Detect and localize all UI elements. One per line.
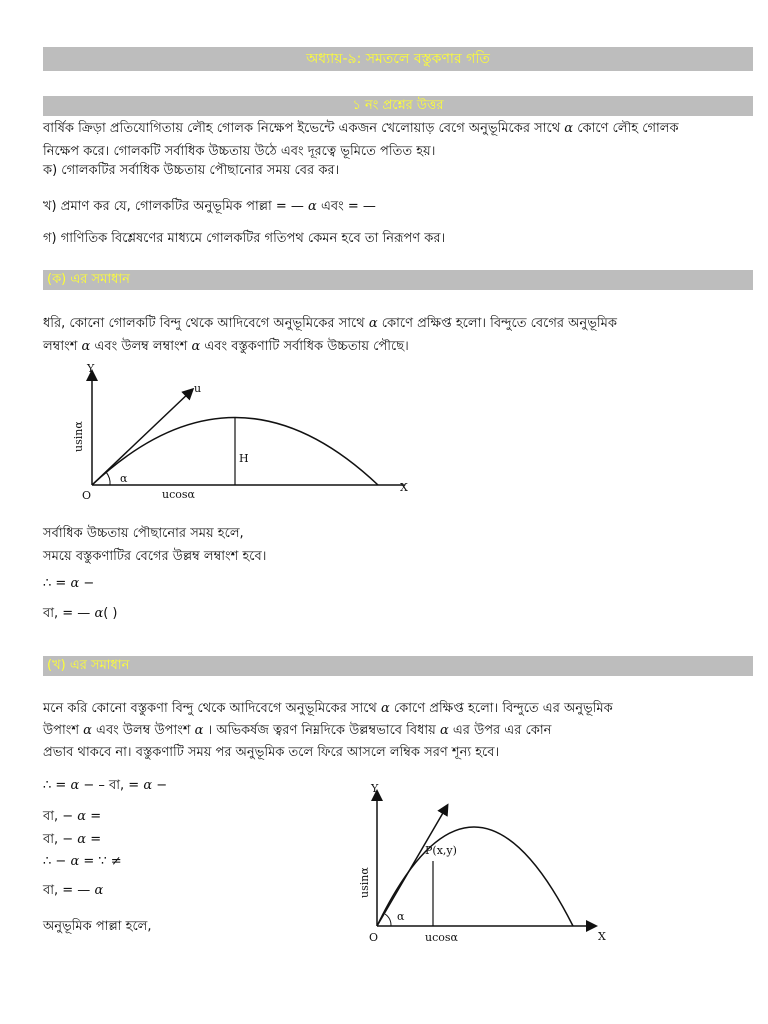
stem-line <box>43 198 376 216</box>
sol-kh-eq <box>43 808 101 826</box>
alpha-symbol: α <box>308 199 317 214</box>
alpha-symbol: α <box>77 809 87 824</box>
sol-kh-eq <box>43 777 167 795</box>
vertical-component-label: usinα <box>72 421 85 452</box>
stem-line <box>43 143 435 161</box>
y-axis-label: Y <box>371 782 379 795</box>
q1-header-bar <box>43 96 753 116</box>
alpha-symbol: α <box>191 339 201 354</box>
alpha-symbol: α <box>81 339 91 354</box>
text-segment: = <box>86 809 102 824</box>
alpha-symbol: α <box>368 316 378 331</box>
sol-k-header-bar <box>43 270 753 290</box>
stem-line <box>43 120 679 138</box>
angle-arc <box>385 914 391 926</box>
origin-label: O <box>82 489 92 502</box>
point-label: P(x,y) <box>425 844 457 857</box>
sol-kh-line <box>43 722 551 740</box>
vertical-component-label: usinα <box>358 867 371 898</box>
sol-kh-eq <box>43 882 103 900</box>
alpha-symbol: α <box>94 606 104 621</box>
sol-kh-eq <box>43 918 152 936</box>
alpha-symbol: α <box>70 854 80 869</box>
text-segment: সর্বাধিক উচ্চতায় পৌছানোর সময় হলে, <box>43 526 244 541</box>
text-segment: উপাংশ <box>43 723 84 738</box>
sol-kh-eq <box>43 831 101 849</box>
text-segment: প্রভাব থাকবে না। বস্তুকণাটি সময় পর অনুভূমিক তলে ফিরে আসলে লম্বিক সরণ শূন্য হবে। <box>43 745 500 760</box>
text-segment: − <box>79 576 95 591</box>
text-segment: খ) প্রমাণ কর যে, গোলকটির অনুভূমিক পাল্লা = — <box>43 199 309 214</box>
alpha-symbol: α <box>380 701 390 716</box>
horizontal-component-label: ucosα <box>425 931 458 944</box>
sol-kh-line <box>43 744 499 762</box>
text-segment: কোণে প্রক্ষিপ্ত হলো। বিন্দুতে বেগের অনুভূমিক <box>377 316 617 331</box>
sol-k-header: (ক) এর সমাধান <box>47 272 130 287</box>
text-segment: কোণে লৌহ গোলক <box>573 121 679 136</box>
text-segment: । অভিকর্ষজ ত্বরণ নিম্নদিকে উল্লম্বভাবে বিধায় <box>203 723 440 738</box>
sol-k-step <box>43 548 266 566</box>
projectile-diagram-1 <box>60 360 430 505</box>
chapter-title: অধ্যায়-৯: সমতলে বস্তুকণার গতি <box>306 51 490 67</box>
sol-kh-header-bar <box>43 656 753 676</box>
alpha-symbol: α <box>70 576 80 591</box>
text-segment: এবং বস্তুকণাটি সর্বাধিক উচ্চতায় পৌছে। <box>200 339 409 354</box>
text-segment: = <box>86 832 102 847</box>
projectile-diagram-2 <box>355 778 615 950</box>
sol-kh-header: (খ) এর সমাধান <box>47 658 130 673</box>
height-label: H <box>239 452 249 465</box>
angle-arc <box>106 472 110 485</box>
text-segment: বা, − <box>43 809 78 824</box>
origin-label: O <box>369 931 379 944</box>
text-segment: বার্ষিক ক্রিড়া প্রতিযোগিতায় লৌহ গোলক নিক্ষেপ ইভেন্টে একজন খেলোয়াড় বেগে অনুভূমিকের সাথে <box>43 121 565 136</box>
sol-kh-line <box>43 700 613 718</box>
sol-k-step <box>43 605 118 623</box>
text-segment: − <box>152 778 168 793</box>
y-axis-label: Y <box>87 362 95 375</box>
alpha-symbol: α <box>143 778 153 793</box>
alpha-symbol: α <box>439 723 449 738</box>
text-segment: এবং = — <box>316 199 376 214</box>
alpha-symbol: α <box>70 778 80 793</box>
text-segment: − – বা, = <box>79 778 144 793</box>
chapter-title-bar <box>43 47 753 71</box>
sol-k-step <box>43 525 244 543</box>
text-segment: গ) গাণিতিক বিশ্লেষণের মাধ্যমে গোলকটির গতিপথ কেমন হবে তা নিরূপণ কর। <box>43 231 446 246</box>
x-axis-label: X <box>598 930 606 943</box>
text-segment: বা, = — <box>43 883 95 898</box>
text-segment: মনে করি কোনো বস্তুকণা বিন্দু থেকে আদিবেগে অনুভূমিকের সাথে <box>43 701 381 716</box>
angle-label: α <box>397 910 405 923</box>
text-segment: এর উপর এর কোন <box>448 723 552 738</box>
text-segment: এবং উলম্ব উপাংশ <box>91 723 195 738</box>
text-segment: বা, = — <box>43 606 95 621</box>
text-segment: এবং উলম্ব লম্বাংশ <box>90 339 192 354</box>
text-segment: নিক্ষেপ করে। গোলকটি সর্বাধিক উচ্চতায় উঠে এবং দূরত্বে ভূমিতে পতিত হয়। <box>43 144 436 159</box>
text-segment: ∴ = <box>43 576 71 591</box>
alpha-symbol: α <box>194 723 204 738</box>
x-axis-label: X <box>400 481 408 494</box>
text-segment: কোণে প্রক্ষিপ্ত হলো। বিন্দুতে এর অনুভূমিক <box>389 701 613 716</box>
text-segment: ( ) <box>103 606 118 621</box>
alpha-symbol: α <box>83 723 92 738</box>
text-segment: বা, − <box>43 832 78 847</box>
angle-label: α <box>120 472 128 485</box>
sol-kh-eq <box>43 853 122 871</box>
text-segment: ∴ = <box>43 778 71 793</box>
stem-line <box>43 162 339 180</box>
alpha-symbol: α <box>94 883 104 898</box>
sol-k-line <box>43 338 409 356</box>
text-segment: ∴ − <box>43 854 71 869</box>
text-segment: ধরি, কোনো গোলকটি বিন্দু থেকে আদিবেগে অনুভূমিকের সাথে <box>43 316 369 331</box>
velocity-label: u <box>194 382 202 395</box>
text-segment: লম্বাংশ <box>43 339 82 354</box>
alpha-symbol: α <box>77 832 87 847</box>
sol-k-step <box>43 575 94 593</box>
q1-header: ১ নং প্রশ্নের উত্তর <box>352 98 444 113</box>
text-segment: সময়ে বস্তুকণাটির বেগের উল্লম্ব লম্বাংশ হবে। <box>43 549 267 564</box>
stem-line <box>43 230 445 248</box>
text-segment: অনুভূমিক পাল্লা হলে, <box>43 919 152 934</box>
horizontal-component-label: ucosα <box>162 488 195 501</box>
sol-k-line <box>43 315 617 333</box>
text-segment: ক) গোলকটির সর্বাধিক উচ্চতায় পৌছানোর সময় বের কর। <box>43 163 340 178</box>
text-segment: = ∵ ≠ <box>79 854 122 869</box>
alpha-symbol: α <box>564 121 574 136</box>
